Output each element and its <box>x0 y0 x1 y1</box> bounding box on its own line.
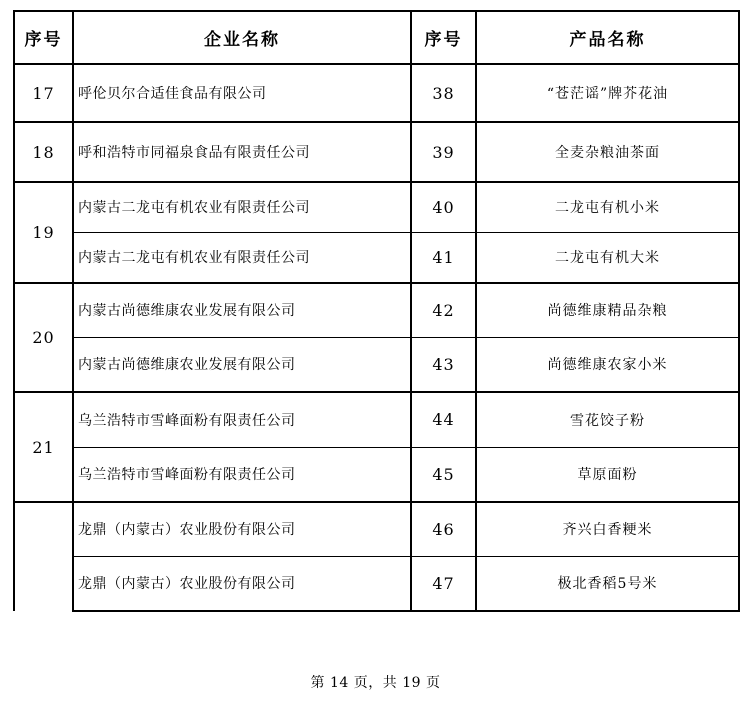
table-row <box>14 392 739 447</box>
serial-cell: 21 <box>14 392 73 502</box>
table-row <box>14 182 739 232</box>
product-cell: 尚德维康精品杂粮 <box>476 283 739 337</box>
company-cell: 内蒙古二龙屯有机农业有限责任公司 <box>73 182 411 232</box>
product-cell: 尚德维康农家小米 <box>476 337 739 392</box>
header-serial-left: 序号 <box>14 11 73 64</box>
serial-cell-empty <box>14 502 73 611</box>
header-company: 企业名称 <box>73 11 411 64</box>
product-no-cell: 47 <box>411 556 476 611</box>
table-row <box>14 122 739 182</box>
product-cell: 极北香稻5号米 <box>476 556 739 611</box>
serial-cell: 18 <box>14 122 73 182</box>
product-cell: 齐兴白香粳米 <box>476 502 739 556</box>
company-cell: 呼和浩特市同福泉食品有限责任公司 <box>73 122 411 182</box>
table-row <box>14 502 739 556</box>
serial-cell: 17 <box>14 64 73 122</box>
company-cell: 呼伦贝尔合适佳食品有限公司 <box>73 64 411 122</box>
product-no-cell: 44 <box>411 392 476 447</box>
product-no-cell: 38 <box>411 64 476 122</box>
table-row <box>14 64 739 122</box>
company-cell: 内蒙古二龙屯有机农业有限责任公司 <box>73 232 411 283</box>
serial-cell: 19 <box>14 182 73 283</box>
company-cell: 内蒙古尚德维康农业发展有限公司 <box>73 337 411 392</box>
company-cell: 内蒙古尚德维康农业发展有限公司 <box>73 283 411 337</box>
table-row <box>14 337 739 392</box>
product-no-cell: 39 <box>411 122 476 182</box>
table-row <box>14 556 739 611</box>
table-row <box>14 283 739 337</box>
product-cell: 草原面粉 <box>476 447 739 502</box>
company-product-table <box>13 10 740 612</box>
company-cell: 龙鼎（内蒙古）农业股份有限公司 <box>73 556 411 611</box>
product-cell: 二龙屯有机大米 <box>476 232 739 283</box>
table-row <box>14 447 739 502</box>
header-serial-right: 序号 <box>411 11 476 64</box>
product-cell: “苍茫谣”牌芥花油 <box>476 64 739 122</box>
product-no-cell: 46 <box>411 502 476 556</box>
table-row <box>14 232 739 283</box>
product-cell: 雪花饺子粉 <box>476 392 739 447</box>
product-no-cell: 41 <box>411 232 476 283</box>
product-no-cell: 42 <box>411 283 476 337</box>
product-cell: 全麦杂粮油茶面 <box>476 122 739 182</box>
company-cell: 乌兰浩特市雪峰面粉有限责任公司 <box>73 447 411 502</box>
product-no-cell: 45 <box>411 447 476 502</box>
serial-cell: 20 <box>14 283 73 392</box>
header-product: 产品名称 <box>476 11 739 64</box>
product-cell: 二龙屯有机小米 <box>476 182 739 232</box>
company-cell: 乌兰浩特市雪峰面粉有限责任公司 <box>73 392 411 447</box>
company-cell: 龙鼎（内蒙古）农业股份有限公司 <box>73 502 411 556</box>
page-number-footer: 第 14 页，共 19 页 <box>310 675 441 691</box>
product-no-cell: 40 <box>411 182 476 232</box>
table-header-row <box>14 11 739 64</box>
product-no-cell: 43 <box>411 337 476 392</box>
